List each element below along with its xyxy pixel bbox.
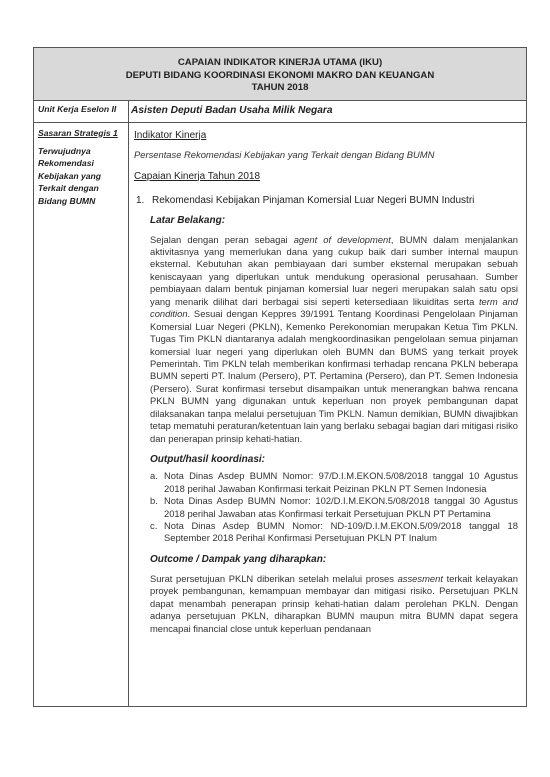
outcome-paragraph	[150, 573, 518, 635]
unit-label: Unit Kerja Eselon II	[34, 101, 129, 122]
outcome-text-2: terkait kelayakan proyek pembangunan, kemampuan membayar dan mitigasi risiko. Persetujuan PKLN dapat menambah penerapan prinsip kehati-hatian dalam perolehan PKLN. Dengan adanya persetujuan PKLN, diharapkan BUMN maupun mitra BUMN dapat segera mencapai financial close untuk keperluan pendanaan	[150, 572, 518, 634]
strategy-column	[34, 123, 129, 706]
output-list	[150, 470, 518, 545]
list-item-text: Nota Dinas Asdep BUMN Nomor: ND-109/D.I.M.EKON.5/09/2018 tanggal 18 September 2018 Perihal Konfirmasi Persetujuan PKLN PT Inalum	[164, 520, 518, 544]
header-subtitle: DEPUTI BIDANG KOORDINASI EKONOMI MAKRO DAN KEUANGAN	[125, 69, 435, 81]
content-column	[129, 123, 526, 706]
list-item	[150, 470, 518, 495]
header-year: TAHUN 2018	[251, 82, 309, 93]
list-item-text: Nota Dinas Asdep BUMN Nomor: 102/D.I.M.EKON.5/08/2018 tanggal 30 Agustus 2018 perihal Jawaban atas Konfirmasi terkait Persetujuan PKLN PT Pertamina	[164, 495, 518, 519]
unit-value: Asisten Deputi Badan Usaha Milik Negara	[131, 104, 333, 116]
outcome-emphasis: assesment	[397, 572, 443, 584]
indicator-title: Indikator Kinerja	[134, 129, 207, 141]
list-marker: b.	[150, 495, 158, 507]
list-item	[150, 520, 518, 545]
background-title: Latar Belakang:	[150, 214, 226, 226]
achievement-title: Capaian Kinerja Tahun 2018	[134, 170, 261, 182]
background-emphasis-2: term and condition	[150, 295, 518, 320]
background-paragraph	[150, 234, 518, 446]
background-text-3: . Sesuai dengan Keppres 39/1991 Tentang Koordinasi Pengelolaan Pinjaman Komersial Luar Negeri (PKLN), Kemenko Perekonomian merupakan Ketua Tim PKLN. Tugas Tim PKLN diantaranya adalah mengkoordinasikan pengelolaan semua pinjaman komersial luar negeri yang diperlukan oleh BUMN dan BUMS yang terkait proyek Pemerintah. Tim PKLN telah memberikan konfirmasi terhadap rencana PKLN beberapa BUMN seperti PT. Inalum (Persero), PT. Pertamina (Persero), dan PT. Semen Indonesia (Persero). Surat konfirmasi tersebut disampaikan untuk menerangkan bahwa rencana PKLN BUMN yang digunakan untuk keperluan non proyek pembangunan dapat dilaksanakan tanpa melalui persetujuan Tim PKLN. Namun demikian, BUMN diwajibkan tetap mematuhi peraturan/ketentuan lain yang berlaku sebagai bagian dari mitigasi risiko dan penerapan prinsip kehati-hatian.	[150, 308, 518, 444]
item-number: 1.	[136, 194, 145, 206]
unit-row	[34, 101, 526, 123]
outcome-text-1: Surat persetujuan PKLN diberikan setelah melalui proses	[150, 572, 398, 584]
strategy-row	[34, 123, 526, 706]
strategy-text: Terwujudnya Rekomendasi Kebijakan yang Terkait dengan Bidang BUMN	[38, 145, 102, 206]
background-text-1: Sejalan dengan peran sebagai	[150, 233, 294, 245]
background-text-2: , BUMN dalam menjalankan aktivitasnya yang memerlukan dana yang cukup baik dari sumber internal maupun eksternal. Kebutuhan akan pembiayaan dari sumber eksternal merupakan sebuah keniscayaan yang diperlukan untuk mendukung operasional perusahaan. Sumber pembiayaan dalam bentuk pinjaman komersial luar negeri merupakan salah satu opsi yang menarik dilihat dari berbagai sisi seperti ketersediaan likuiditas serta	[150, 233, 519, 307]
outcome-title: Outcome / Dampak yang diharapkan:	[150, 553, 327, 565]
header-title: CAPAIAN INDIKATOR KINERJA UTAMA (IKU)	[177, 57, 383, 68]
indicator-text: Persentase Rekomendasi Kebijakan yang Terkait dengan Bidang BUMN	[134, 148, 435, 160]
strategy-label: Sasaran Strategis 1	[38, 127, 118, 138]
iku-document-table	[33, 47, 527, 707]
list-marker: c.	[150, 520, 158, 532]
list-item	[150, 495, 518, 520]
item-heading	[134, 195, 518, 206]
item-title: Rekomendasi Kebijakan Pinjaman Komersial Luar Negeri BUMN Industri	[152, 194, 475, 206]
output-title: Output/hasil koordinasi:	[150, 454, 266, 466]
background-emphasis-1: agent of development	[293, 233, 391, 245]
list-item-text: Nota Dinas Asdep BUMN Nomor: 97/D.I.M.EKON.5/08/2018 tanggal 10 Agustus 2018 perihal Jawaban Konfirmasi terkait Peizinan PKLN PT Semen Indonesia	[164, 470, 518, 494]
document-header	[34, 48, 526, 101]
list-marker: a.	[150, 470, 158, 482]
